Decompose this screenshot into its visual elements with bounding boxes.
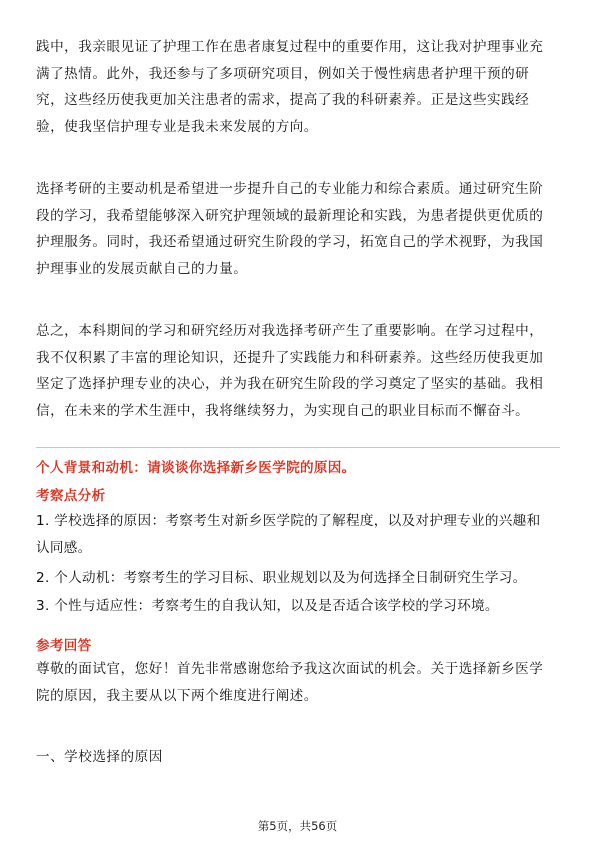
- text-line: 1. 学校选择的原因：考察考生对新乡医学院的了解程度，以及对护理专业的兴趣和: [36, 513, 541, 529]
- text-line: 3. 个性与适应性：考察考生的自我认知，以及是否适合该学校的学习环境。: [36, 598, 499, 614]
- text-line: 2. 个人动机：考察考生的学习目标、职业规划以及为何选择全日制研究生学习。: [36, 570, 527, 586]
- text-line: 一、学校选择的原因: [36, 749, 163, 765]
- text-line: 认同感。: [36, 539, 92, 556]
- text-line: 选择考研的主要动机是希望进一步提升自己的专业能力和综合素质。通过研究生阶: [36, 181, 544, 197]
- text-line: 尊敬的面试官，您好！首先非常感谢您给予我这次面试的机会。关于选择新乡医学: [36, 661, 544, 677]
- paragraph-conclusion: [36, 318, 563, 424]
- text-line: 总之，本科期间的学习和研究经历对我选择考研产生了重要影响。在学习过程中，: [36, 323, 544, 339]
- analysis-heading: 考察点分析: [36, 488, 106, 504]
- analysis-item-3: [36, 593, 563, 620]
- paragraph-motivation: [36, 176, 563, 282]
- text-line: 究，这些经历使我更加关注患者的需求，提高了我的科研素养。正是这些实践经: [36, 92, 530, 108]
- text-line: 坚定了选择护理专业的决心，并为我在研究生阶段的学习奠定了坚实的基础。我相: [36, 376, 544, 392]
- text-line: 我不仅积累了丰富的理论知识，还提升了实践能力和科研素养。这些经历使我更加: [36, 349, 544, 366]
- question-title: 个人背景和动机：请谈谈你选择新乡医学院的原因。: [36, 460, 356, 476]
- paragraph-practice-experience: [36, 34, 563, 140]
- text-line: 满了热情。此外，我还参与了多项研究项目，例如关于慢性病患者护理干预的研: [36, 65, 530, 82]
- text-line: 信，在未来的学术生涯中，我将继续努力，为实现自己的职业目标而不懈奋斗。: [36, 402, 530, 419]
- page-number: 第5页，共56页: [257, 819, 338, 833]
- answer-intro: [36, 656, 563, 709]
- section-divider: [36, 447, 560, 448]
- analysis-item-2: [36, 565, 563, 592]
- text-line: 院的原因，我主要从以下两个维度进行阐述。: [36, 687, 318, 704]
- text-line: 护理事业的发展贡献自己的力量。: [36, 260, 248, 277]
- text-line: 护理服务。同时，我还希望通过研究生阶段的学习，拓宽自己的学术视野，为我国: [36, 234, 544, 250]
- analysis-item-1: [36, 508, 563, 561]
- answer-heading: 参考回答: [36, 638, 92, 654]
- text-line: 段的学习，我希望能够深入研究护理领域的最新理论和实践，为患者提供更优质的: [36, 207, 544, 224]
- text-line: 践中，我亲眼见证了护理工作在患者康复过程中的重要作用，这让我对护理事业充: [36, 39, 544, 55]
- answer-section-title: [36, 744, 563, 771]
- text-line: 验，使我坚信护理专业是我未来发展的方向。: [36, 118, 318, 135]
